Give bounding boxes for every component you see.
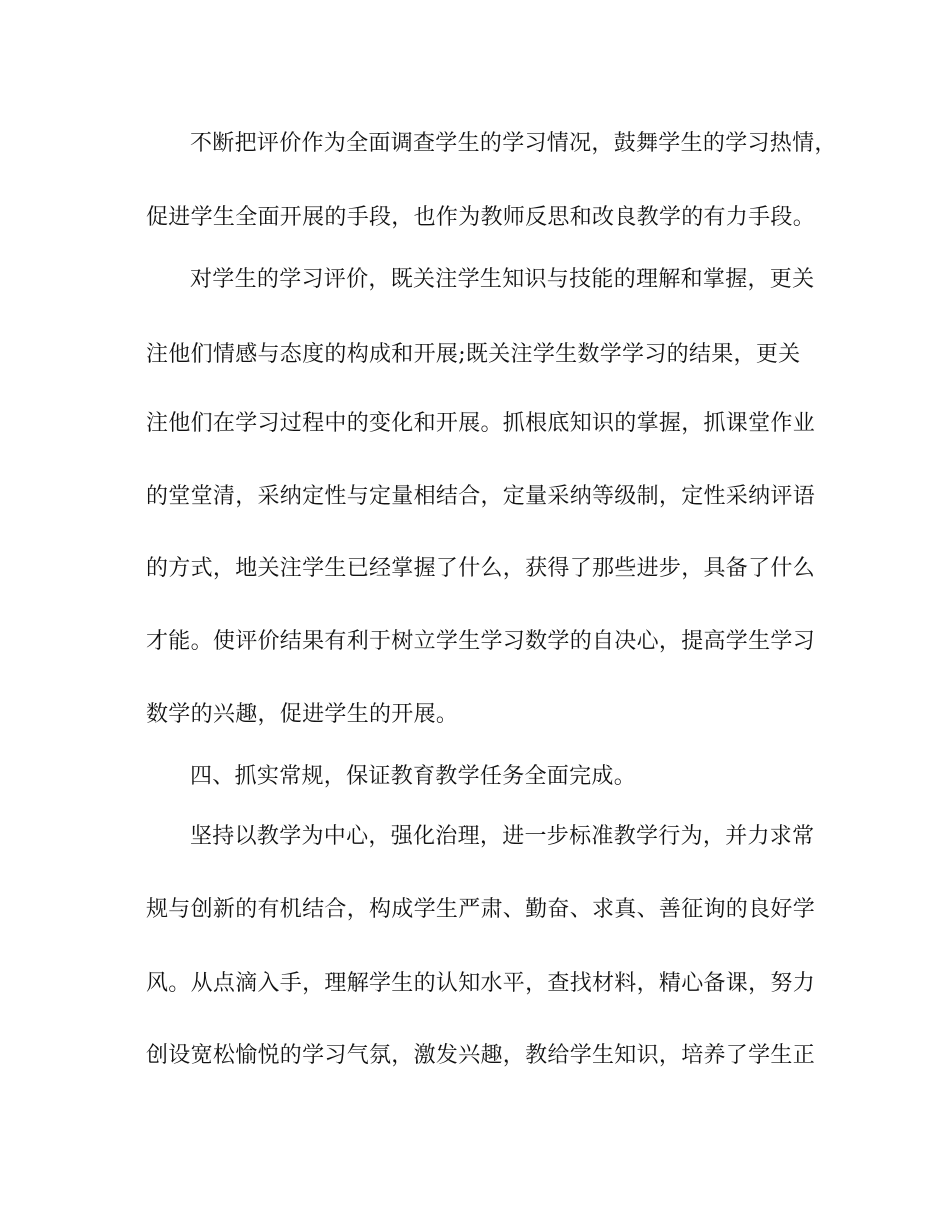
- paragraph-line: 风。从点滴入手，理解学生的认知水平，查找材料，精心备课，努力: [146, 971, 816, 996]
- paragraph-line: 注他们在学习过程中的变化和开展。抓根底知识的掌握，抓课堂作业: [146, 411, 816, 436]
- paragraph-line: 注他们情感与态度的构成和开展;既关注学生数学学习的结果，更关: [146, 342, 801, 367]
- paragraph-line: 坚持以教学为中心，强化治理，进一步标准教学行为，并力求常: [190, 824, 815, 849]
- paragraph-line: 创设宽松愉悦的学习气氛，激发兴趣，教给学生知识，培养了学生正: [146, 1043, 816, 1068]
- paragraph-line: 规与创新的有机结合，构成学生严肃、勤奋、求真、善征询的良好学: [146, 897, 816, 922]
- paragraph-line: 不断把评价作为全面调查学生的学习情况，鼓舞学生的学习热情，: [190, 131, 837, 156]
- paragraph-line: 才能。使评价结果有利于树立学生学习数学的自决心，提高学生学习: [146, 629, 816, 654]
- paragraph-line: 数学的兴趣，促进学生的开展。: [146, 702, 459, 727]
- paragraph-line: 的方式，地关注学生已经掌握了什么，获得了那些进步，具备了什么: [146, 556, 816, 581]
- paragraph-line: 对学生的学习评价，既关注学生知识与技能的理解和掌握，更关: [190, 267, 815, 292]
- section-heading: 四、抓实常规，保证教育教学任务全面完成。: [190, 764, 637, 789]
- paragraph-line: 的堂堂清，采纳定性与定量相结合，定量采纳等级制，定性采纳评语: [146, 484, 816, 509]
- paragraph-line: 促进学生全面开展的手段，也作为教师反思和改良教学的有力手段。: [146, 205, 816, 230]
